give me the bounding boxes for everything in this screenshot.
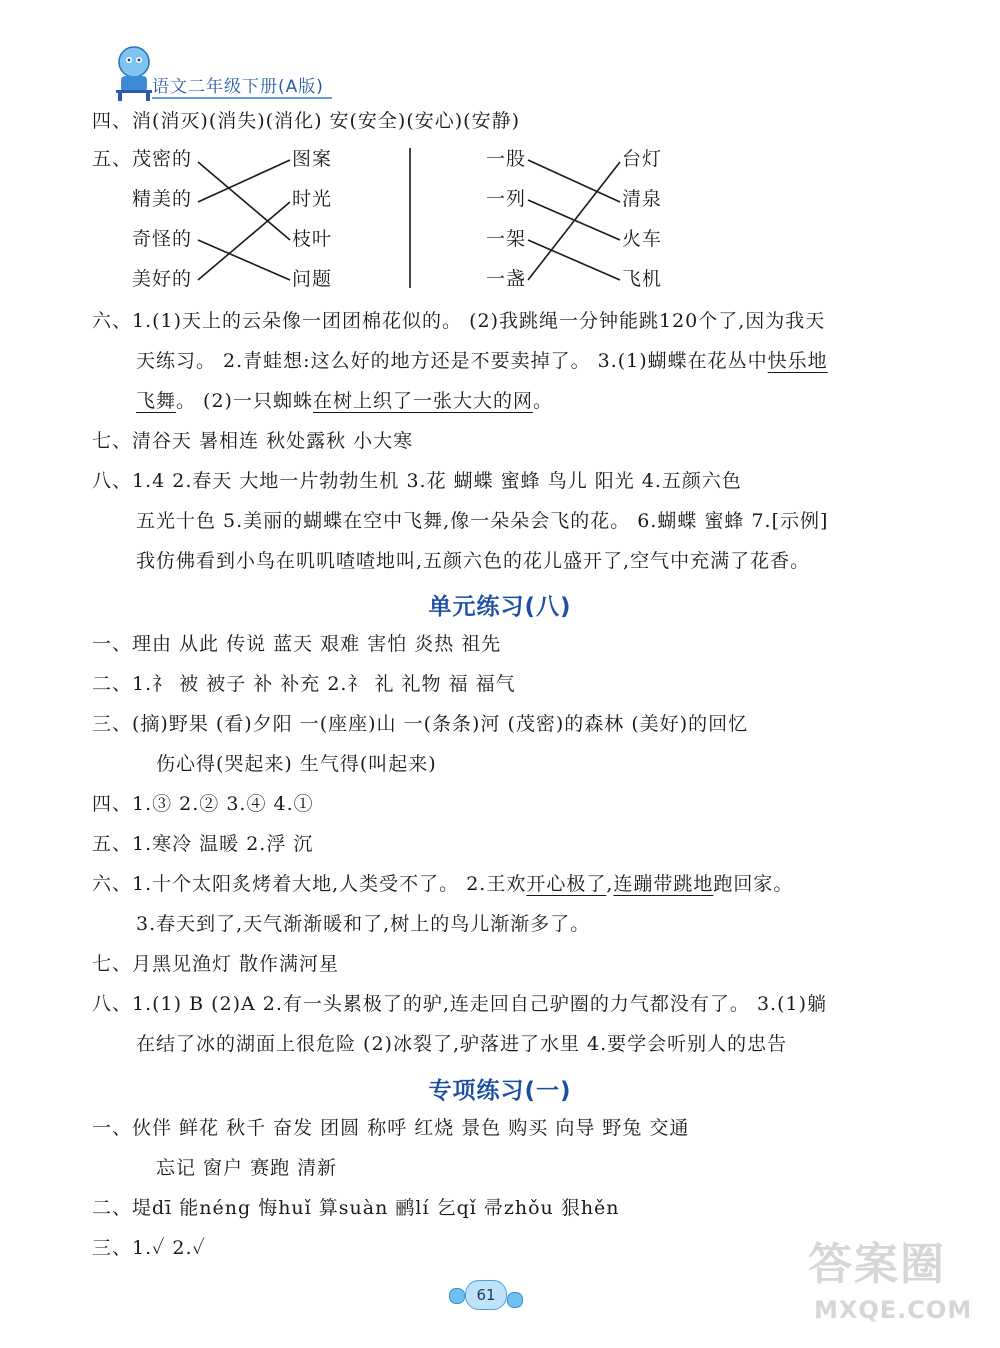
match-right-word: 问题 bbox=[292, 268, 333, 290]
answer-text: 跑回家。 bbox=[713, 873, 794, 895]
match-right-word: 图案 bbox=[292, 148, 333, 170]
answer-line: 三、1.✓ 2.✓ bbox=[92, 1237, 206, 1259]
match-line bbox=[528, 240, 620, 280]
answer-line: 一、理由 从此 传说 蓝天 艰难 害怕 炎热 祖先 bbox=[92, 633, 502, 655]
watermark-url: MXQE.COM bbox=[814, 1296, 973, 1324]
answer-text: 六、1.十个太阳炙烤着大地,人类受不了。 2.王欢 bbox=[92, 873, 527, 895]
underlined-text: 连蹦带跳地 bbox=[613, 873, 714, 895]
answer-line: 三、(摘)野果 (看)夕阳 一(座座)山 一(条条)河 (茂密)的森林 (美好)的回忆 bbox=[92, 713, 749, 735]
match-right-word: 枝叶 bbox=[292, 228, 333, 250]
answer-line-8c: 我仿佛看到小鸟在叽叽喳喳地叫,五颜六色的花儿盛开了,空气中充满了花香。 bbox=[136, 550, 811, 572]
underlined-text: 快乐地 bbox=[767, 350, 828, 372]
answer-line bbox=[92, 871, 793, 897]
answer-line: 3.春天到了,天气渐渐暖和了,树上的鸟儿渐渐多了。 bbox=[136, 913, 591, 935]
answer-line-7: 七、清谷天 暑相连 秋处露秋 小大寒 bbox=[92, 430, 414, 452]
underlined-text: 飞舞 bbox=[136, 390, 177, 412]
section-title-special1: 专项练习(一) bbox=[428, 1078, 572, 1104]
answer-line: 二、堤dī 能néng 悔huǐ 算suàn 鹂lí 乞qǐ 帚zhǒu 狠hěn bbox=[92, 1197, 620, 1219]
answer-line: 八、1.(1) B (2)A 2.有一头累极了的驴,连走回自己驴圈的力气都没有了。 3.(1)躺 bbox=[92, 993, 828, 1015]
answer-line-8a: 八、1.4 2.春天 大地一片勃勃生机 3.花 蝴蝶 蜜蜂 鸟儿 阳光 4.五颜六色 bbox=[92, 470, 742, 492]
match-left-word: 美好的 bbox=[132, 268, 193, 290]
match-left-word: 一列 bbox=[486, 188, 527, 210]
match-left-word: 茂密的 bbox=[132, 148, 193, 170]
match-right-word: 清泉 bbox=[622, 188, 663, 210]
match-left-word: 奇怪的 bbox=[132, 228, 193, 250]
answer-line: 在结了冰的湖面上很危险 (2)冰裂了,驴落进了水里 4.要学会听别人的忠告 bbox=[136, 1033, 788, 1055]
answer-line-8b: 五光十色 5.美丽的蝴蝶在空中飞舞,像一朵朵会飞的花。 6.蝴蝶 蜜蜂 7.[示例] bbox=[136, 510, 829, 532]
answer-line: 忘记 窗户 赛跑 清新 bbox=[156, 1157, 338, 1179]
underlined-text: 在树上织了一张大大的网 bbox=[312, 390, 533, 412]
section-title-unit8: 单元练习(八) bbox=[428, 594, 572, 620]
answer-line: 四、1.③ 2.② 3.④ 4.① bbox=[92, 793, 314, 815]
match-right-word: 台灯 bbox=[622, 148, 663, 170]
answer-line: 七、月黑见渔灯 散作满河星 bbox=[92, 953, 340, 975]
match-right-word: 火车 bbox=[622, 228, 663, 250]
answer-text: 。 bbox=[533, 390, 554, 412]
header-divider bbox=[152, 97, 332, 99]
match-left-word: 一盏 bbox=[486, 268, 527, 290]
answer-text: 。 (2)一只蜘蛛 bbox=[176, 390, 313, 412]
match-left-word: 一股 bbox=[486, 148, 527, 170]
match-line bbox=[198, 240, 290, 280]
match-line bbox=[528, 160, 620, 202]
answer-line-6c bbox=[136, 388, 553, 414]
page-header bbox=[112, 42, 342, 104]
answer-line-6a: 六、1.(1)天上的云朵像一团团棉花似的。 (2)我跳绳一分钟能跳120个了,因为我天 bbox=[92, 310, 826, 332]
match-line bbox=[198, 162, 290, 240]
answer-line-4: 四、消(消灭)(消失)(消化) 安(安全)(安心)(安静) bbox=[92, 110, 520, 132]
watermark-logo: 答案圈 bbox=[808, 1239, 946, 1290]
match-left-word: 一架 bbox=[486, 228, 527, 250]
header-title: 语文二年级下册(A版) bbox=[152, 77, 324, 97]
match-line bbox=[198, 160, 290, 202]
page-number-badge bbox=[445, 1278, 525, 1312]
answer-text: , bbox=[606, 873, 614, 895]
answer-line: 一、伙伴 鲜花 秋千 奋发 团圆 称呼 红烧 景色 购买 向导 野兔 交通 bbox=[92, 1117, 690, 1139]
match-right-word: 时光 bbox=[292, 188, 333, 210]
answer-line: 五、1.寒冷 温暖 2.浮 沉 bbox=[92, 833, 314, 855]
bubble-icon bbox=[507, 1292, 523, 1308]
match-right-word: 飞机 bbox=[622, 268, 663, 290]
match-line bbox=[528, 162, 620, 280]
bubble-icon bbox=[449, 1288, 465, 1304]
match-line bbox=[528, 200, 620, 240]
page-number: 61 bbox=[465, 1280, 507, 1310]
watermark bbox=[808, 1228, 986, 1328]
answer-text: 天练习。 2.青蛙想:这么好的地方还是不要卖掉了。 3.(1)蝴蝶在花丛中 bbox=[136, 350, 768, 372]
matching-label: 五、 bbox=[92, 148, 133, 170]
answer-line-6b bbox=[136, 348, 828, 374]
answer-line: 二、1.礻 被 被子 补 补充 2.礻 礼 礼物 福 福气 bbox=[92, 673, 516, 695]
answer-line: 伤心得(哭起来) 生气得(叫起来) bbox=[156, 753, 437, 775]
underlined-text: 开心极了 bbox=[526, 873, 607, 895]
match-left-word: 精美的 bbox=[132, 188, 193, 210]
match-line bbox=[198, 202, 290, 280]
